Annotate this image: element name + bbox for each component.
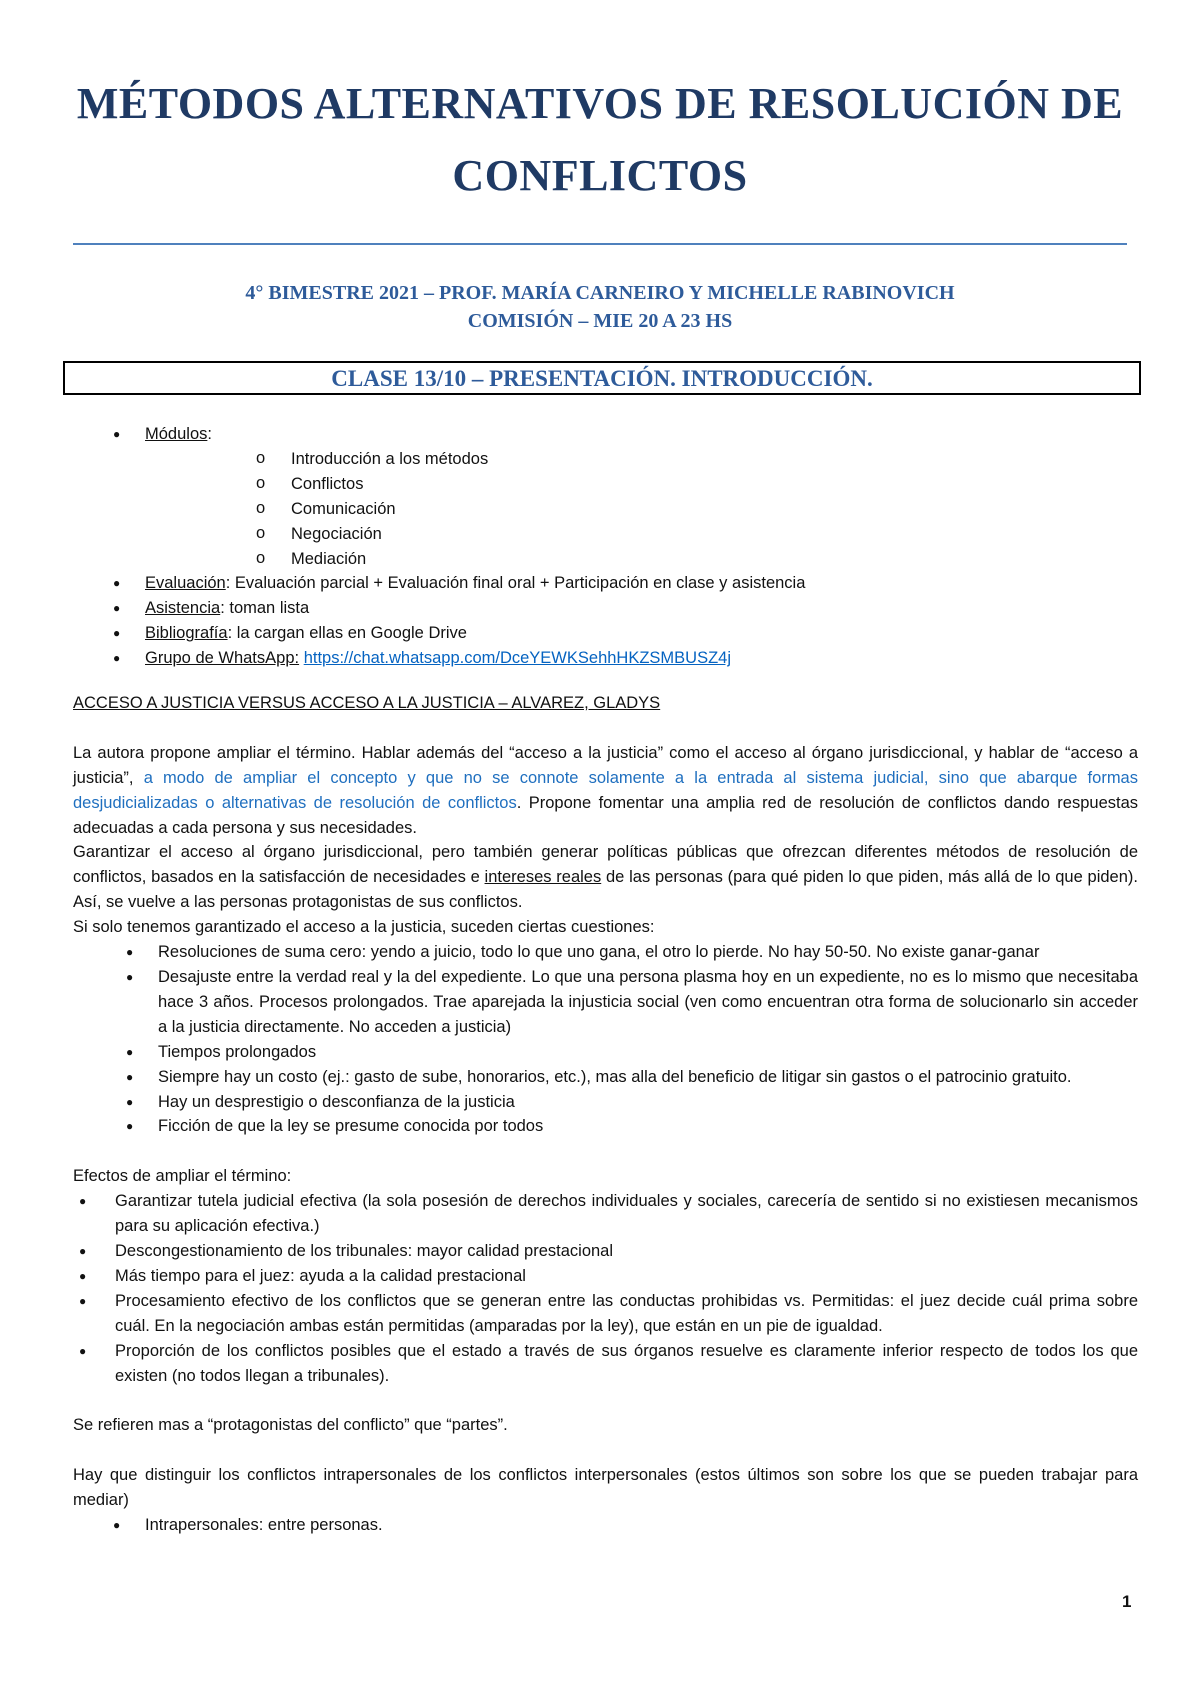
issues-list [73, 940, 1138, 1139]
list-item: ● Descongestionamiento de los tribunales: mayor calidad prestacional [73, 1239, 1138, 1264]
paragraph-2-text-a: Garantizar el acceso al órgano jurisdiccional, pero también generar políticas públicas que ofrezcan diferentes métodos de resolución de conflictos, basados en la satisfacción de necesidades e [73, 843, 1138, 887]
spacer [73, 716, 1138, 741]
bibliography-text: : la cargan ellas en Google Drive [227, 624, 467, 643]
list-item [73, 646, 1138, 671]
module-item: o Mediación [145, 547, 1138, 572]
module-item: o Conflictos [145, 472, 1138, 497]
paragraph-1-text-a: La autora propone ampliar el término. Hablar además del “acceso a la justicia” como el acceso al órgano jurisdiccional, y hablar de “acceso a justicia”, [73, 743, 1138, 787]
title-line-1: MÉTODOS ALTERNATIVOS DE RESOLUCIÓN DE [76, 79, 1124, 128]
paragraph-1 [73, 741, 1138, 841]
list-item: ● Hay un desprestigio o desconfianza de la justicia [73, 1090, 1138, 1115]
modules-label: Módulos [145, 425, 208, 443]
attendance-text: : toman lista [220, 599, 310, 618]
highlighted-text: a modo de ampliar el concepto y que no se connote solamente a la entrada al sistema judicial, sino que abarque formas desjudicializadas o alternativas de resolución de conflictos [73, 768, 1138, 812]
list-item: ● Tiempos prolongados [73, 1040, 1138, 1065]
list-item: ● Módulos: o Introducción a los métodos o Conflictos o Comunicación o Negociación o Mediación [73, 422, 1138, 571]
effects-list [73, 1189, 1138, 1388]
attendance-label: Asistencia [145, 599, 221, 618]
whatsapp-label: Grupo de WhatsApp: [145, 649, 300, 668]
page-number: 1 [1122, 1592, 1132, 1611]
title-divider [73, 243, 1127, 245]
module-item: o Introducción a los métodos [145, 447, 1138, 472]
list-item [73, 621, 1138, 646]
list-item: ● Ficción de que la ley se presume conocida por todos [73, 1114, 1138, 1139]
list-item [73, 571, 1138, 596]
paragraph-2-text-b: de las personas (para qué piden lo que piden, más allá de lo que piden). Así, se vuelve a las personas protagonistas de sus conflictos. [73, 868, 1138, 912]
spacer [73, 1139, 1138, 1164]
evaluation-label: Evaluación [145, 574, 226, 593]
subtitle-line-1: 4° BIMESTRE 2021 – PROF. MARÍA CARNEIRO Y MICHELLE RABINOVICH [245, 282, 955, 304]
module-item: o Negociación [145, 522, 1138, 547]
document-body [73, 422, 1138, 1538]
bibliography-label: Bibliografía [145, 624, 228, 643]
paragraph-4: Se refieren mas a “protagonistas del conflicto” que “partes”. [73, 1416, 508, 1435]
paragraph-3: Si solo tenemos garantizado el acceso a la justicia, suceden ciertas cuestiones: [73, 918, 655, 937]
evaluation-text: : Evaluación parcial + Evaluación final oral + Participación en clase y asistencia [225, 574, 806, 593]
list-item: ● Desajuste entre la verdad real y la del expediente. Lo que una persona plasma hoy en un expediente, no es lo mismo que necesitaba hace 3 años. Procesos prolongados. Trae aparejada la injusticia social (ven como encuentran otra forma de solucionarlo sin acceder a la justicia directamente. No acceden a justicia) [73, 965, 1138, 1040]
subtitle-line-2: COMISIÓN – MIE 20 A 23 HS [467, 310, 733, 332]
modules-sublist [145, 447, 1138, 572]
list-item: ● Intrapersonales: entre personas. [73, 1513, 1138, 1538]
effects-heading: Efectos de ampliar el término: [73, 1167, 292, 1186]
list-item: ● Garantizar tutela judicial efectiva (la sola posesión de derechos individuales y sociales, carecería de sentido si no existiesen mecanismos para su aplicación efectiva.) [73, 1189, 1138, 1239]
paragraph-1-text-b: . Propone fomentar una amplia red de resolución de conflictos dando respuestas adecuadas a cada persona y sus necesidades. [73, 793, 1139, 837]
section-heading: ACCESO A JUSTICIA VERSUS ACCESO A LA JUSTICIA – ALVAREZ, GLADYS [73, 694, 661, 713]
module-item: o Comunicación [145, 497, 1138, 522]
paragraph-5: Hay que distinguir los conflictos intrapersonales de los conflictos interpersonales (estos últimos son sobre los que se pueden trabajar para mediar) [73, 1466, 1138, 1509]
whatsapp-link[interactable]: https://chat.whatsapp.com/DceYEWKSehhHKZSMBUSZ4j [303, 649, 732, 668]
list-item: ● Procesamiento efectivo de los conflictos que se generan entre las conductas prohibidas vs. Permitidas: el juez decide cuál prima sobre cuál. En la negociación ambas están permitidas (amparadas por la ley), que están en un pie de igualdad. [73, 1289, 1138, 1339]
spacer [73, 1388, 1138, 1413]
title-line-2: CONFLICTOS [452, 151, 748, 200]
list-item [73, 596, 1138, 621]
interpersonal-list [73, 1513, 1138, 1538]
paragraph-2 [73, 840, 1138, 915]
list-item: ● Proporción de los conflictos posibles que el estado a través de sus órganos resuelve es claramente inferior respecto de todos los que existen (no todos llegan a tribunales). [73, 1339, 1138, 1389]
info-list [73, 422, 1138, 671]
document-title [60, 68, 1140, 212]
list-item: ● Más tiempo para el juez: ayuda a la calidad prestacional [73, 1264, 1138, 1289]
list-item: ● Resoluciones de suma cero: yendo a juicio, todo lo que uno gana, el otro lo pierde. No hay 50-50. No existe ganar-ganar [73, 940, 1138, 965]
underlined-text: intereses reales [484, 868, 602, 887]
class-title-box: CLASE 13/10 – PRESENTACIÓN. INTRODUCCIÓN. [63, 361, 1141, 395]
list-item: ● Siempre hay un costo (ej.: gasto de sube, honorarios, etc.), mas alla del beneficio de litigar sin gastos o el patrocinio gratuito. [73, 1065, 1138, 1090]
spacer [73, 1438, 1138, 1463]
course-subtitle [60, 279, 1140, 335]
